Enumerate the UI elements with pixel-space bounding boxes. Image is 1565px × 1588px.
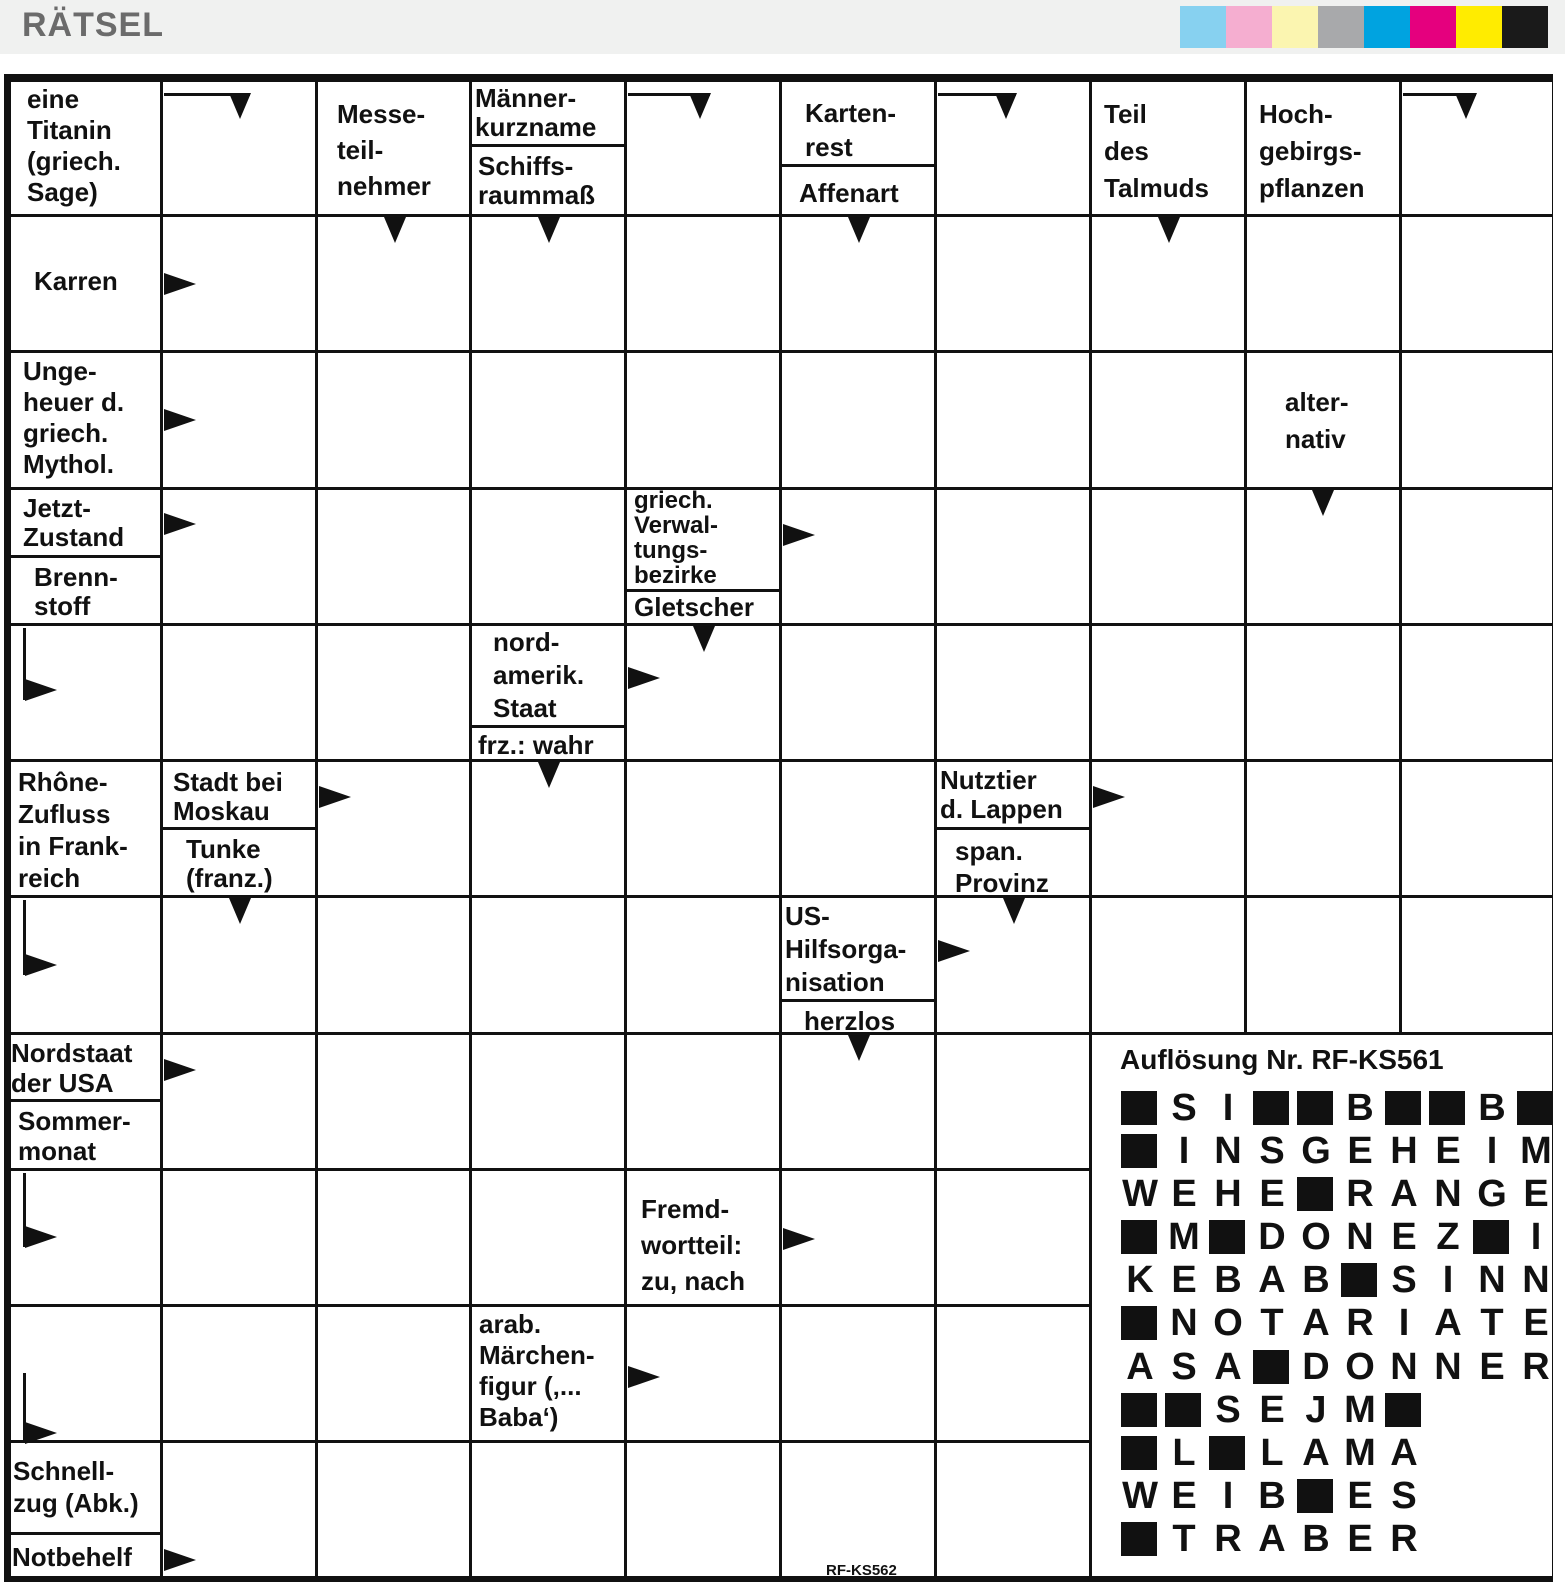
clue-divider — [782, 164, 934, 167]
grid-cell[interactable] — [937, 353, 1089, 487]
grid-cell[interactable] — [163, 1307, 315, 1440]
solution-letter: I — [1178, 1130, 1190, 1172]
solution-letter: B — [1214, 1259, 1242, 1301]
solution-row — [1118, 1433, 1426, 1473]
solution-black-square — [1206, 1217, 1250, 1257]
page-title: RÄTSEL — [22, 6, 164, 44]
clue-verwaltung: griech. Verwal- tungs- bezirke — [634, 487, 719, 589]
grid-cell[interactable] — [782, 490, 934, 623]
solution-letter: E — [1523, 1173, 1549, 1215]
arrow-down-icon — [229, 93, 251, 119]
solution-letter: I — [1222, 1475, 1234, 1517]
grid-cell[interactable] — [163, 626, 315, 759]
color-swatch-6 — [1410, 6, 1456, 48]
solution-letter: A — [1434, 1302, 1462, 1344]
grid-cell[interactable] — [627, 762, 779, 895]
arrow-right-icon — [164, 273, 196, 295]
grid-cell[interactable] — [782, 1307, 934, 1440]
grid-cell[interactable] — [1402, 82, 1552, 214]
clue-divider — [11, 555, 160, 558]
arrow-down-icon — [229, 898, 251, 924]
solution-letter: T — [1260, 1302, 1284, 1344]
arrow-right-icon — [1093, 786, 1125, 808]
grid-cell[interactable] — [937, 626, 1089, 759]
grid-cell[interactable] — [1247, 217, 1399, 350]
clue-nutztier: Nutztier d. Lappen — [940, 765, 1063, 824]
clue-talmud: Teil des Talmuds — [1104, 99, 1209, 203]
grid-cell[interactable] — [318, 353, 469, 487]
solution-letter: W — [1122, 1173, 1158, 1215]
color-swatch-3 — [1272, 6, 1318, 48]
solution-letter: R — [1346, 1302, 1374, 1344]
arrow-down-icon — [538, 217, 560, 243]
clue-ungeheuer: Unge- heuer d. griech. Mythol. — [23, 356, 125, 479]
solution-letter: R — [1214, 1518, 1242, 1560]
solution-letter: H — [1214, 1173, 1242, 1215]
solution-letter: T — [1172, 1518, 1196, 1560]
solution-letter: S — [1171, 1346, 1197, 1388]
arrow-right-icon — [164, 513, 196, 535]
solution-title: Auflösung Nr. RF-KS561 — [1120, 1044, 1444, 1075]
arrow-right-icon — [25, 1422, 57, 1444]
grid-cell[interactable] — [627, 217, 779, 350]
grid-cell[interactable] — [627, 1443, 779, 1576]
color-swatch-5 — [1364, 6, 1410, 48]
print-color-bar — [1180, 6, 1548, 48]
grid-cell[interactable] — [627, 353, 779, 487]
arrow-down-icon — [689, 93, 711, 119]
solution-letter: O — [1213, 1302, 1243, 1344]
grid-cell[interactable] — [11, 1307, 160, 1440]
color-swatch-4 — [1318, 6, 1364, 48]
solution-letter: B — [1302, 1518, 1330, 1560]
solution-black-square — [1514, 1088, 1558, 1128]
solution-letter: R — [1390, 1518, 1418, 1560]
grid-cell[interactable] — [318, 626, 469, 759]
solution-row — [1118, 1390, 1426, 1430]
solution-letter: S — [1259, 1130, 1285, 1172]
solution-black-square — [1250, 1088, 1294, 1128]
arrow-down-icon — [538, 762, 560, 788]
clue-wahr: frz.: wahr — [478, 730, 594, 760]
solution-letter: G — [1301, 1130, 1331, 1172]
grid-cell[interactable] — [782, 762, 934, 895]
solution-letter: S — [1391, 1259, 1417, 1301]
solution-row — [1118, 1476, 1426, 1516]
solution-black-square — [1118, 1088, 1162, 1128]
arrow-down-icon — [995, 93, 1017, 119]
solution-black-square — [1118, 1433, 1162, 1473]
grid-cell[interactable] — [1092, 490, 1244, 623]
solution-letter: N — [1390, 1346, 1418, 1388]
solution-letter: K — [1126, 1259, 1154, 1301]
solution-row — [1118, 1217, 1558, 1257]
grid-cell[interactable] — [937, 490, 1089, 623]
solution-letter: N — [1478, 1259, 1506, 1301]
grid-cell[interactable] — [472, 898, 624, 1032]
grid-cell[interactable] — [1247, 626, 1399, 759]
grid-cell[interactable] — [937, 217, 1089, 350]
arrow-down-icon — [848, 217, 870, 243]
solution-letter: T — [1480, 1302, 1504, 1344]
clue-rhone: Rhône- Zufluss in Frank- reich — [18, 767, 128, 893]
clue-divider — [472, 725, 624, 728]
clue-gletscher: Gletscher — [634, 592, 754, 622]
solution-letter: I — [1486, 1130, 1498, 1172]
arrow-down-icon — [384, 217, 406, 243]
arrow-down-icon — [848, 1035, 870, 1061]
solution-letter: E — [1479, 1346, 1505, 1388]
solution-letter: E — [1171, 1259, 1197, 1301]
arrow-right-icon — [25, 679, 57, 701]
grid-cell[interactable] — [1092, 626, 1244, 759]
solution-letter: R — [1522, 1346, 1550, 1388]
grid-cell[interactable] — [782, 353, 934, 487]
clue-divider — [11, 1099, 160, 1102]
solution-letter: S — [1171, 1087, 1197, 1129]
grid-cell[interactable] — [1402, 353, 1552, 487]
solution-letter: R — [1346, 1173, 1374, 1215]
solution-row — [1118, 1303, 1558, 1343]
solution-letter: H — [1390, 1130, 1418, 1172]
clue-herzlos: herzlos — [804, 1006, 896, 1036]
clue-hilfsorg: US- Hilfsorga- nisation — [785, 901, 907, 997]
solution-black-square — [1470, 1217, 1514, 1257]
solution-letter: N — [1170, 1302, 1198, 1344]
grid-cell[interactable] — [1402, 762, 1552, 895]
clue-titanin: eine Titanin (griech. Sage) — [27, 84, 121, 207]
grid-cell[interactable] — [472, 353, 624, 487]
grid-cell[interactable] — [782, 1443, 934, 1576]
solution-black-square — [1338, 1260, 1382, 1300]
solution-black-square — [1294, 1476, 1338, 1516]
arrow-right-icon — [628, 667, 660, 689]
grid-cell[interactable] — [937, 1171, 1089, 1304]
grid-cell[interactable] — [472, 1443, 624, 1576]
solution-letter: N — [1434, 1346, 1462, 1388]
solution-letter: N — [1214, 1130, 1242, 1172]
grid-cell[interactable] — [1092, 353, 1244, 487]
solution-letter: G — [1477, 1173, 1507, 1215]
arrow-down-icon — [1003, 898, 1025, 924]
grid-cell[interactable] — [1402, 626, 1552, 759]
clue-jetzt: Jetzt- Zustand — [23, 493, 125, 552]
solution-letter: S — [1391, 1475, 1417, 1517]
grid-cell[interactable] — [937, 1307, 1089, 1440]
solution-row — [1118, 1088, 1558, 1128]
clue-hochgebirgs: Hoch- gebirgs- pflanzen — [1259, 99, 1365, 203]
solution-black-square — [1294, 1088, 1338, 1128]
grid-cell[interactable] — [1402, 490, 1552, 623]
solution-black-square — [1118, 1303, 1162, 1343]
solution-black-square — [1118, 1519, 1162, 1559]
grid-cell[interactable] — [163, 1171, 315, 1304]
solution-letter: E — [1171, 1475, 1197, 1517]
puzzle-code: RF-KS562 — [826, 1562, 897, 1579]
clue-fremd: Fremd- wortteil: zu, nach — [641, 1194, 746, 1296]
solution-letter: E — [1435, 1130, 1461, 1172]
solution-letter: I — [1222, 1087, 1234, 1129]
clue-notbehelf: Notbehelf — [12, 1542, 132, 1572]
color-swatch-8 — [1502, 6, 1548, 48]
grid-cell[interactable] — [318, 898, 469, 1032]
solution-black-square — [1382, 1390, 1426, 1430]
grid-cell[interactable] — [1092, 898, 1244, 1032]
solution-row — [1118, 1260, 1558, 1300]
clue-karten: Karten- rest — [805, 98, 897, 162]
solution-letter: N — [1346, 1216, 1374, 1258]
solution-letter: A — [1390, 1173, 1418, 1215]
grid-cell[interactable] — [163, 1035, 315, 1168]
grid-cell[interactable] — [318, 1171, 469, 1304]
grid-cell[interactable] — [1092, 762, 1244, 895]
arrow-right-icon — [628, 1366, 660, 1388]
clue-nordstaat: Nordstaat der USA — [11, 1038, 133, 1098]
clue-maenner: Männer- kurzname — [475, 83, 597, 142]
clue-sommer: Sommer- monat — [18, 1106, 131, 1166]
grid-cell[interactable] — [472, 490, 624, 623]
solution-row — [1118, 1174, 1558, 1214]
arrow-right-icon — [319, 786, 351, 808]
clue-affenart: Affenart — [799, 178, 899, 208]
solution-letter: I — [1442, 1259, 1454, 1301]
solution-letter: B — [1478, 1087, 1506, 1129]
solution-letter: B — [1258, 1475, 1286, 1517]
solution-letter: J — [1305, 1389, 1327, 1431]
solution-letter: N — [1522, 1259, 1550, 1301]
grid-cell[interactable] — [318, 1443, 469, 1576]
solution-letter: M — [1520, 1130, 1552, 1172]
solution-letter: A — [1258, 1518, 1286, 1560]
solution-letter: A — [1214, 1346, 1242, 1388]
solution-letter: A — [1258, 1259, 1286, 1301]
arrow-right-icon — [25, 954, 57, 976]
solution-letter: E — [1347, 1518, 1373, 1560]
solution-letter: E — [1259, 1173, 1285, 1215]
solution-letter: E — [1347, 1130, 1373, 1172]
solution-letter: M — [1168, 1216, 1200, 1258]
solution-letter: E — [1171, 1173, 1197, 1215]
solution-letter: E — [1259, 1389, 1285, 1431]
solution-letter: O — [1301, 1216, 1331, 1258]
arrow-down-icon — [1455, 93, 1477, 119]
arrow-right-icon — [25, 1226, 57, 1248]
grid-cell[interactable] — [163, 490, 315, 623]
arrow-right-icon — [164, 1059, 196, 1081]
solution-letter: D — [1258, 1216, 1286, 1258]
clue-maerchen: arab. Märchen- figur (‚... Baba‘) — [479, 1309, 595, 1432]
solution-letter: I — [1398, 1302, 1410, 1344]
grid-cell[interactable] — [782, 626, 934, 759]
solution-letter: A — [1390, 1432, 1418, 1474]
color-swatch-7 — [1456, 6, 1502, 48]
color-swatch-2 — [1226, 6, 1272, 48]
solution-letter: E — [1347, 1475, 1373, 1517]
clue-brennstoff: Brenn- stoff — [34, 562, 118, 621]
solution-letter: L — [1260, 1432, 1284, 1474]
solution-letter: M — [1344, 1432, 1376, 1474]
grid-cell[interactable] — [472, 1171, 624, 1304]
clue-schiffs: Schiffs- raummaß — [478, 151, 596, 210]
solution-letter: A — [1126, 1346, 1154, 1388]
solution-letter: N — [1434, 1173, 1462, 1215]
solution-letter: O — [1345, 1346, 1375, 1388]
solution-letter: Z — [1436, 1216, 1460, 1258]
grid-cell[interactable] — [318, 762, 469, 895]
solution-black-square — [1382, 1088, 1426, 1128]
grid-cell[interactable] — [627, 1035, 779, 1168]
arrow-right-icon — [164, 409, 196, 431]
solution-black-square — [1250, 1347, 1294, 1387]
solution-letter: A — [1302, 1432, 1330, 1474]
clue-nordamerik: nord- amerik. Staat — [493, 627, 585, 723]
grid-cell[interactable] — [318, 1035, 469, 1168]
solution-black-square — [1118, 1390, 1162, 1430]
solution-row — [1118, 1131, 1558, 1171]
clue-divider — [782, 999, 934, 1002]
solution-letter: B — [1302, 1259, 1330, 1301]
clue-divider — [472, 144, 624, 147]
solution-black-square — [1162, 1390, 1206, 1430]
grid-cell[interactable] — [318, 490, 469, 623]
header-bar — [0, 0, 1565, 54]
clue-schnellzug: Schnell- zug (Abk.) — [13, 1456, 139, 1518]
solution-letter: L — [1172, 1432, 1196, 1474]
solution-letter: S — [1215, 1389, 1241, 1431]
grid-cell[interactable] — [1402, 898, 1552, 1032]
clue-provinz: span. Provinz — [955, 836, 1049, 898]
clue-divider — [11, 1532, 160, 1535]
solution-black-square — [1118, 1131, 1162, 1171]
arrow-down-icon — [693, 626, 715, 652]
grid-cell[interactable] — [318, 1307, 469, 1440]
clue-karren: Karren — [34, 266, 118, 296]
solution-letter: B — [1346, 1087, 1374, 1129]
grid-cell[interactable] — [627, 898, 779, 1032]
arrow-right-icon — [783, 1228, 815, 1250]
arrow-right-icon — [938, 940, 970, 962]
grid-cell[interactable] — [1247, 762, 1399, 895]
grid-cell[interactable] — [937, 1443, 1089, 1576]
solution-black-square — [1206, 1433, 1250, 1473]
grid-cell[interactable] — [1402, 217, 1552, 350]
clue-messe: Messe- teil- nehmer — [337, 99, 431, 201]
solution-letter: D — [1302, 1346, 1330, 1388]
solution-row — [1118, 1519, 1426, 1559]
solution-letter: M — [1344, 1389, 1376, 1431]
clue-alternativ: alter- nativ — [1285, 387, 1349, 454]
solution-black-square — [1426, 1088, 1470, 1128]
color-swatch-1 — [1180, 6, 1226, 48]
solution-black-square — [1294, 1174, 1338, 1214]
solution-letter: E — [1391, 1216, 1417, 1258]
arrow-down-icon — [1312, 490, 1334, 516]
arrow-down-icon — [1158, 217, 1180, 243]
solution-letter: E — [1523, 1302, 1549, 1344]
grid-cell[interactable] — [472, 1035, 624, 1168]
grid-cell[interactable] — [937, 1035, 1089, 1168]
solution-letter: W — [1122, 1475, 1158, 1517]
solution-row — [1118, 1347, 1558, 1387]
grid-cell[interactable] — [1247, 898, 1399, 1032]
arrow-right-icon — [164, 1549, 196, 1571]
arrow-right-icon — [783, 524, 815, 546]
clue-divider — [163, 827, 315, 830]
solution-black-square — [1118, 1217, 1162, 1257]
clue-tunke: Tunke (franz.) — [186, 834, 273, 893]
solution-letter: A — [1302, 1302, 1330, 1344]
clue-divider — [937, 827, 1089, 830]
solution-letter: I — [1530, 1216, 1542, 1258]
clue-stadt: Stadt bei Moskau — [173, 767, 283, 826]
